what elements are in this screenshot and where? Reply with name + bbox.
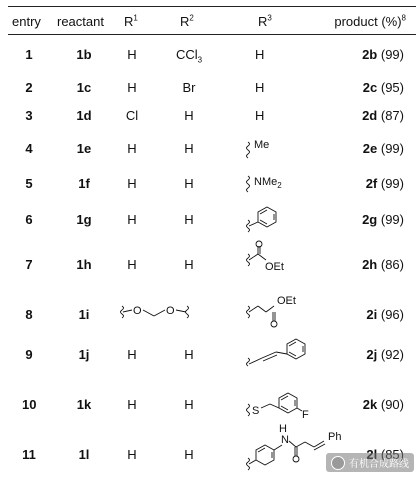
reactant-id: 1d	[76, 108, 92, 123]
header-product: product (%)$^8$	[334, 13, 406, 29]
sulfur-label: S	[252, 405, 260, 417]
header-r1: $R^1$	[124, 13, 138, 29]
r3-methyl-label: Me	[254, 139, 270, 151]
r2-value: H	[184, 212, 194, 227]
r3-value: H	[255, 47, 265, 62]
r1-value: H	[127, 212, 137, 227]
reactant-id: 1c	[76, 80, 92, 95]
svg-text:NMe2: NMe$_2$	[254, 176, 282, 190]
r1-r2-methylenedioxy-structure	[118, 296, 214, 324]
r3-value: H	[255, 80, 265, 95]
amide-hydrogen-label: H	[279, 423, 287, 435]
product-yield: 2k (90)	[362, 397, 404, 412]
entry-number: 4	[25, 141, 33, 156]
product-yield: 2b (99)	[362, 47, 404, 62]
r3-dimethylamino-structure	[244, 170, 324, 196]
product-yield: 2j (92)	[366, 347, 404, 362]
reactant-id: 1l	[78, 447, 90, 462]
header-rule	[8, 34, 416, 35]
entry-number: 2	[25, 80, 33, 95]
r1-value: H	[127, 447, 137, 462]
product-yield: 2i (96)	[366, 307, 404, 322]
header-r3: $R^3$	[258, 13, 272, 29]
r3-ethyl-ester-structure	[244, 240, 314, 280]
r1-value: H	[127, 80, 137, 95]
header-r2: $R^2$	[180, 13, 194, 29]
r3-fluorobenzylthio-structure	[244, 378, 334, 422]
r2-value: H	[184, 257, 194, 272]
r1-value: Cl	[125, 108, 139, 123]
r1-value: H	[127, 397, 137, 412]
reactant-id: 1j	[78, 347, 90, 362]
r2-value: H	[184, 447, 194, 462]
r2-value: Br	[182, 80, 196, 95]
top-rule	[8, 6, 416, 7]
r2-value: H	[184, 347, 194, 362]
entry-number: 5	[25, 176, 33, 191]
reactant-id: 1i	[78, 307, 90, 322]
r3-nme2-label: NMe	[254, 176, 278, 188]
product-yield: 2h (86)	[362, 257, 404, 272]
product-yield: 2f (99)	[365, 176, 404, 191]
entry-number: 3	[25, 108, 33, 123]
reactant-id: 1h	[76, 257, 92, 272]
reactant-id: 1g	[76, 212, 92, 227]
entry-number: 1	[25, 47, 33, 62]
oxygen-label: O	[133, 305, 142, 317]
reactant-id: 1e	[76, 141, 92, 156]
product-yield: 2c (95)	[362, 80, 404, 95]
r2-value: CCl$_3$	[175, 47, 203, 65]
r2-value: H	[184, 176, 194, 191]
r1-value: H	[127, 141, 137, 156]
oxygen-label: O	[166, 305, 175, 317]
r3-oet-label: OEt	[265, 261, 284, 273]
watermark	[326, 453, 414, 472]
r3-styryl-structure	[244, 332, 334, 372]
product-yield: 2e (99)	[362, 141, 404, 156]
reactant-id: 1k	[76, 397, 92, 412]
product-yield: 2g (99)	[362, 212, 404, 227]
wechat-logo-icon	[331, 456, 345, 470]
header-entry: entry	[12, 14, 41, 29]
entry-number: 7	[25, 257, 33, 272]
r1-value: H	[127, 47, 137, 62]
r1-value: H	[127, 347, 137, 362]
product-yield: 2d (87)	[362, 108, 404, 123]
entry-number: 11	[22, 447, 36, 462]
r1-value: H	[127, 176, 137, 191]
reactant-id: 1b	[76, 47, 92, 62]
r2-value: H	[184, 108, 194, 123]
r3-methyl-structure	[244, 136, 304, 162]
r3-value: H	[255, 108, 265, 123]
r3-ester-chain-structure	[244, 288, 324, 328]
entry-number: 10	[22, 397, 37, 412]
r1-value: H	[127, 257, 137, 272]
watermark-text: 有机合成路线	[349, 459, 409, 470]
fluorine-label: F	[302, 409, 309, 421]
r3-phenyl-structure	[244, 198, 304, 236]
entry-number: 6	[25, 212, 33, 227]
r3-oet-label: OEt	[277, 295, 296, 307]
amide-nitrogen-label: N	[281, 434, 289, 446]
entry-number: 9	[25, 347, 33, 362]
entry-number: 8	[25, 307, 33, 322]
header-reactant: reactant	[57, 14, 104, 29]
reactant-id: 1f	[78, 176, 90, 191]
r2-value: H	[184, 141, 194, 156]
phenyl-label: Ph	[328, 431, 342, 443]
r2-value: H	[184, 397, 194, 412]
